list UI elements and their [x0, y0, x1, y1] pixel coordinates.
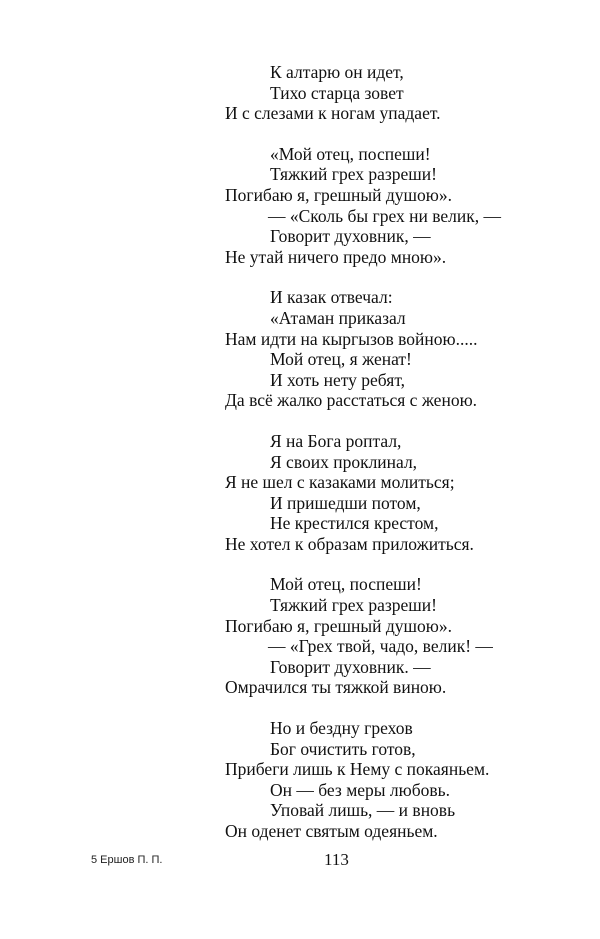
stanza: [0, 431, 600, 555]
stanza: [0, 574, 600, 698]
poem-line: Да всё жалко расстаться с женою.: [225, 390, 478, 411]
poem-line: Мой отец, поспеши!: [270, 574, 422, 595]
poem-line: Омрачился ты тяжкой виною.: [225, 677, 447, 698]
poem-line: Мой отец, я женат!: [270, 349, 412, 370]
poem-body: [0, 62, 600, 862]
stanza: [0, 62, 600, 124]
stanza: [0, 718, 600, 842]
poem-line: Я своих проклинал,: [270, 451, 418, 472]
poem-line: К алтарю он идет,: [270, 62, 404, 82]
poem-line: Тяжкий грех разреши!: [270, 164, 437, 185]
poem-line: Не крестился крестом,: [270, 513, 439, 534]
poem-line: Я не шел с казаками молиться;: [225, 472, 455, 493]
poem-line: Он оденет святым одеяньем.: [225, 821, 438, 841]
poem-line: Прибеги лишь к Нему с покаяньем.: [225, 759, 490, 780]
poem-line: Говорит духовник. —: [270, 656, 431, 677]
stanza: [0, 144, 600, 268]
poem-line: «Атаман приказал: [270, 307, 406, 328]
poem-line: Говорит духовник, —: [270, 226, 431, 247]
poem-line: — «Грех твой, чадо, велик! —: [268, 636, 493, 657]
poem-line: И казак отвечал:: [270, 287, 393, 308]
poem-line: И с слезами к ногам упадает.: [225, 103, 441, 124]
signature-mark: 5 Ершов П. П.: [91, 854, 163, 866]
poem-line: — «Сколь бы грех ни велик, —: [268, 205, 502, 226]
poem-line: Я на Бога роптал,: [270, 430, 402, 451]
poem-line: И хоть нету ребят,: [270, 369, 406, 390]
poem-line: Не хотел к образам приложиться.: [225, 533, 474, 554]
poem-line: Погибаю я, грешный душою».: [225, 615, 452, 636]
poem-line: Нам идти на кыргызов войною.....: [225, 328, 478, 349]
poem-line: Уповай лишь, — и вновь: [270, 800, 456, 821]
stanza: [0, 287, 600, 411]
poem-line: Бог очистить готов,: [270, 738, 416, 759]
poem-line: Тихо старца зовет: [270, 82, 404, 103]
poem-line: «Мой отец, поспеши!: [270, 143, 431, 164]
poem-line: Тяжкий грех разреши!: [270, 595, 437, 616]
poem-line: Не утай ничего предо мною».: [225, 246, 447, 267]
page-number: 113: [324, 850, 349, 869]
poem-line: Но и бездну грехов: [270, 718, 413, 739]
poem-line: Погибаю я, грешный душою».: [225, 184, 452, 205]
poem-line: Он — без меры любовь.: [270, 779, 450, 800]
poem-line: И пришедши потом,: [270, 492, 421, 513]
